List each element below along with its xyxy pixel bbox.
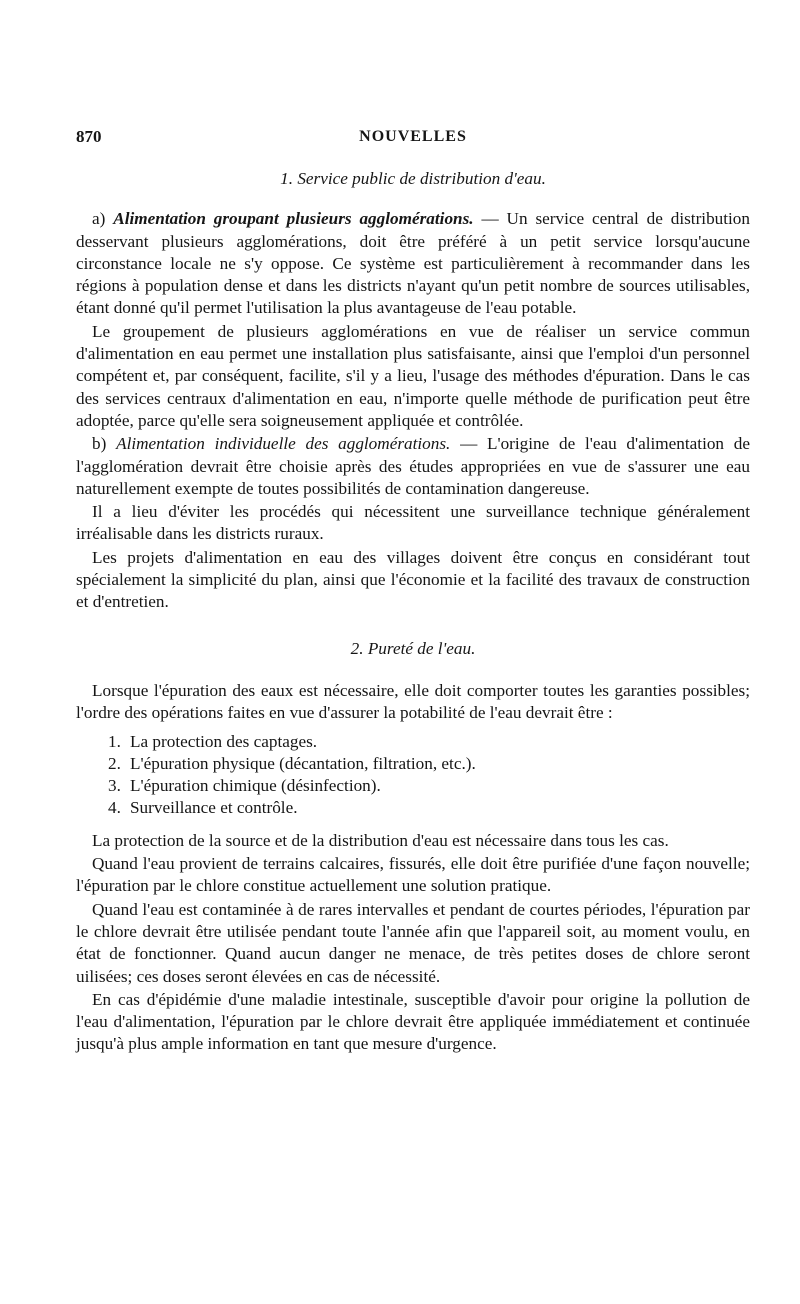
section-1-title: 1. Service public de distribution d'eau. — [280, 169, 546, 188]
document-page — [76, 120, 750, 1056]
paragraph-calcaire: Quand l'eau provient de terrains calcaires, fissurés, elle doit être purifiée d'une façon nouvelle; l'épuration par le chlore constitue actuellement une solution pratique. — [76, 854, 750, 896]
running-title: NOUVELLES — [359, 128, 467, 145]
section-2-title: 2. Pureté de l'eau. — [350, 638, 476, 658]
list-item-number: 2. — [108, 753, 121, 773]
list-item-text: La protection des captages. — [130, 731, 318, 751]
paragraph-protection: La protection de la source et de la distribution d'eau est nécessaire dans tous les cas. — [92, 830, 669, 850]
list-item-number: 4. — [108, 798, 121, 818]
paragraph-epidemic: En cas d'épidémie d'une maladie intestinale, susceptible d'avoir pour origine la pollution de l'eau d'alimentation, l'épuration par le chlore devrait être appliquée immédiatement et continuée jusqu'à plus ample information en tant que mesure d'urgence. — [76, 989, 750, 1054]
list-item — [76, 775, 750, 797]
page-number: 870 — [76, 127, 102, 146]
paragraph-a — [76, 208, 750, 319]
paragraph-contaminated: Quand l'eau est contaminée à de rares intervalles et pendant de courtes périodes, l'épuration par le chlore devrait être utilisée pendant toute l'année afin que l'appareil soit, au moment voulu, en état de fonctionner. Quand aucun danger ne menace, de très petites doses de chlore seront uilisées; ces doses seront élevées en cas de nécessité. — [76, 899, 750, 986]
paragraph-b-label: b) — [92, 434, 107, 454]
paragraph-b-text: — L'origine de l'eau d'alimentation de l'agglomération devrait être choisie après des études appropriées en vue de s'assurer une eau naturellement exempte de toutes possibilités de contamination dangereuse. — [76, 434, 750, 498]
paragraph-intro: Lorsque l'épuration des eaux est nécessaire, elle doit comporter toutes les garanties possibles; l'ordre des opérations faites en vue d'assurer la potabilité de l'eau devrait être : — [76, 680, 750, 723]
paragraph-avoid: Il a lieu d'éviter les procédés qui nécessitent une surveillance technique généralement irréalisable dans les districts ruraux. — [76, 502, 750, 544]
paragraph-a-label: a) — [92, 209, 106, 229]
list-item — [76, 731, 750, 753]
list-item-number: 3. — [108, 776, 121, 796]
paragraph-a-heading: Alimentation groupant plusieurs agglomérations. — [113, 209, 474, 229]
page-header — [76, 120, 750, 144]
paragraph-b-heading: Alimentation individuelle des agglomérations. — [116, 434, 451, 454]
paragraph-b — [76, 433, 750, 500]
paragraph-a-text: — Un service central de distribution desservant plusieurs agglomérations, doit être préféré à un petit service lorsqu'aucune circonstance locale ne s'y oppose. Ce système est particulièrement à recommander dans les régions à population dense et dans les districts n'ayant qu'un petit nombre de sources utilisables, étant donné qu'il permet l'utilisation la plus avantageuse de l'eau potable. — [76, 209, 750, 318]
list-item — [76, 797, 750, 819]
paragraph-projects: Les projets d'alimentation en eau des villages doivent être conçus en considérant tout spécialement la simplicité du plan, ainsi que l'économie et la facilité des travaux de construction et d'entretien. — [76, 547, 750, 612]
paragraph-grouping: Le groupement de plusieurs agglomérations en vue de réaliser un service commun d'alimentation en eau permet une installation plus satisfaisante, ainsi que l'emploi d'un personnel compétent et, par conséquent, facilite, s'il y a lieu, l'usage des méthodes d'épuration. Dans le cas des services centraux d'alimentation en eau, n'importe quelle méthode de purification peut être adoptée, parce qu'elle sera soigneusement appliquée et contrôlée. — [76, 321, 750, 430]
list-item-text: L'épuration physique (décantation, filtration, etc.). — [130, 753, 476, 773]
list-item-number: 1. — [108, 731, 121, 751]
list-item-text: L'épuration chimique (désinfection). — [130, 776, 381, 796]
list-item — [76, 753, 750, 775]
operations-list — [76, 731, 750, 820]
list-item-text: Surveillance et contrôle. — [130, 798, 298, 818]
